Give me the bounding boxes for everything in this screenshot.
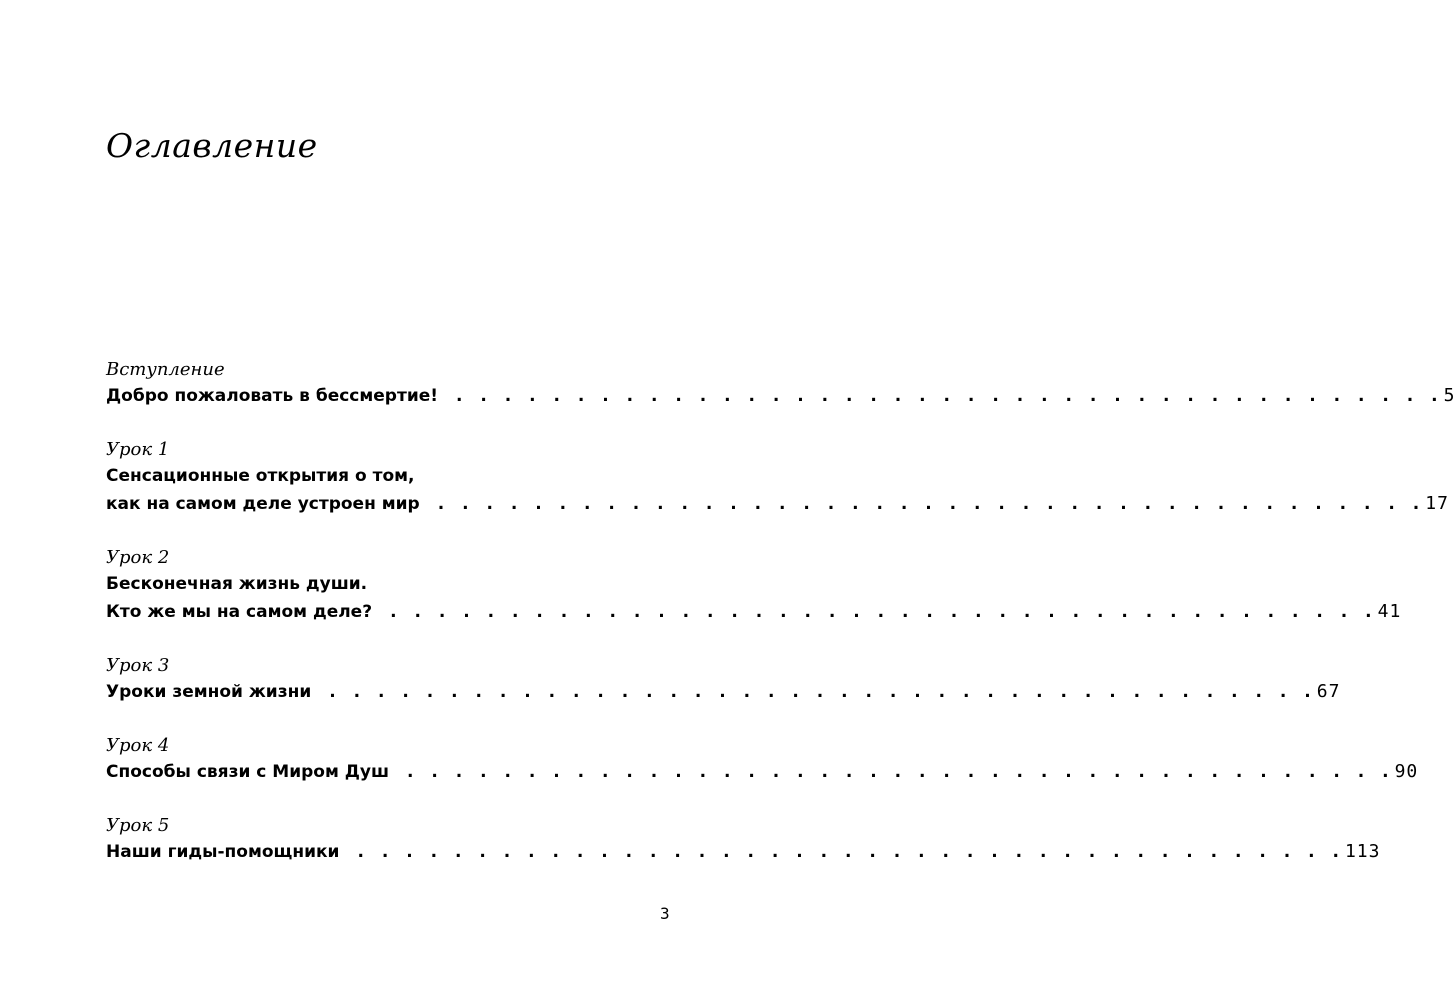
toc-entry-lesson-5[interactable] — [106, 814, 1381, 866]
toc-entry-introduction[interactable] — [106, 358, 1455, 410]
entry-label: Урок 5 — [106, 815, 170, 836]
entry-title: Добро пожаловать в бессмертие! — [106, 386, 439, 406]
page-number: 67 — [1316, 681, 1341, 702]
entry-label: Урок 1 — [106, 439, 170, 460]
dot-leader: . . . . . . . . . . . . . . . . . . . . . . . . . . . . . . . . . . . . . . . . . — [357, 842, 1345, 862]
entry-title-line — [106, 598, 1402, 626]
page-number: 5 — [1443, 385, 1455, 406]
entry-title: Сенсационные открытия о том, — [106, 466, 415, 486]
entry-label: Урок 4 — [106, 735, 170, 756]
toc-entry-lesson-1[interactable] — [106, 438, 1449, 518]
entry-title: Уроки земной жизни — [106, 682, 312, 702]
dot-leader: . . . . . . . . . . . . . . . . . . . . . . . . . . . . . . . . . . . . . . . . . — [456, 386, 1444, 406]
page-title: Оглавление — [106, 126, 318, 165]
entry-label: Урок 2 — [106, 547, 170, 568]
entry-title-line — [106, 382, 1455, 410]
dot-leader: . . . . . . . . . . . . . . . . . . . . . . . . . . . . . . . . . . . . . . . . . — [390, 602, 1378, 622]
dot-leader: . . . . . . . . . . . . . . . . . . . . . . . . . . . . . . . . . . . . . . . . . — [407, 762, 1395, 782]
entry-label: Вступление — [106, 359, 225, 380]
page-number: 113 — [1344, 841, 1381, 862]
page-folio-number: 3 — [660, 904, 670, 923]
entry-title-line — [106, 678, 1341, 706]
page-number: 90 — [1394, 761, 1419, 782]
page-number: 41 — [1377, 601, 1402, 622]
toc-entry-lesson-4[interactable] — [106, 734, 1419, 786]
toc-entry-lesson-2[interactable] — [106, 546, 1402, 626]
dot-leader: . . . . . . . . . . . . . . . . . . . . . . . . . . . . . . . . . . . . . . . . . — [329, 682, 1317, 702]
entry-title: Бесконечная жизнь души. — [106, 574, 368, 594]
dot-leader: . . . . . . . . . . . . . . . . . . . . . . . . . . . . . . . . . . . . . . . . . — [437, 494, 1426, 514]
entry-title: как на самом деле устроен мир — [106, 494, 420, 514]
entry-title-line — [106, 758, 1419, 786]
entry-title: Кто же мы на самом деле? — [106, 602, 373, 622]
entry-label: Урок 3 — [106, 655, 170, 676]
table-of-contents — [106, 358, 1455, 894]
entry-title: Наши гиды-помощники — [106, 842, 340, 862]
entry-title-line — [106, 838, 1381, 866]
page-number: 17 — [1425, 493, 1449, 514]
entry-title-line — [106, 490, 1449, 518]
toc-entry-lesson-3[interactable] — [106, 654, 1341, 706]
entry-title: Способы связи с Миром Душ — [106, 762, 390, 782]
